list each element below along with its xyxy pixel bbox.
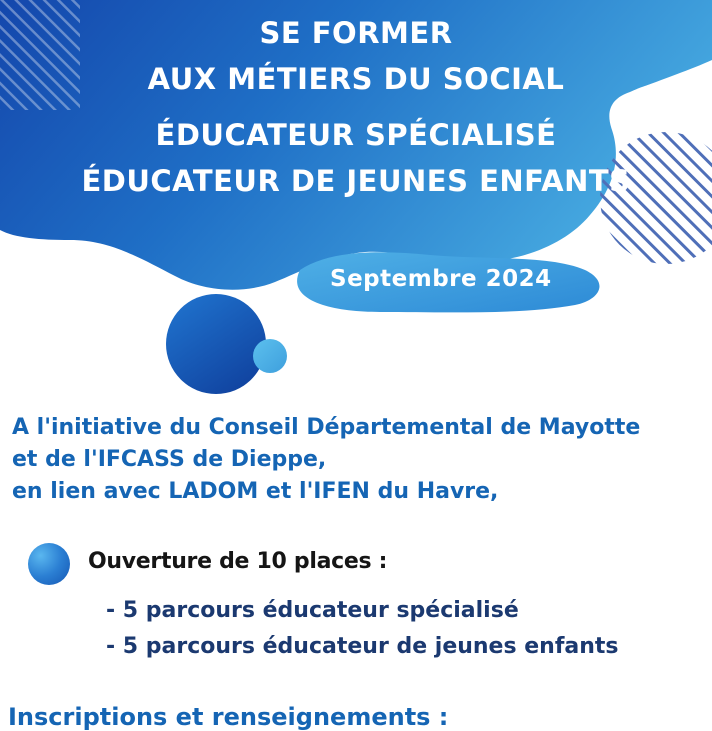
subtitle-line-2: ÉDUCATEUR DE JEUNES ENFANTS: [81, 164, 631, 198]
intro-line-3: en lien avec LADOM et l'IFEN du Havre,: [12, 479, 499, 504]
small-ball: [253, 339, 287, 373]
title-line-1: SE FORMER: [259, 16, 453, 50]
dark-ball: [166, 294, 266, 394]
date-label: Septembre 2024: [330, 266, 552, 292]
intro-line-2: et de l'IFCASS de Dieppe,: [12, 447, 327, 472]
intro-line-1: A l'initiative du Conseil Départemental de Mayotte: [12, 415, 641, 440]
places-heading: Ouverture de 10 places :: [88, 549, 388, 574]
footer-heading: Inscriptions et renseignements :: [8, 703, 449, 731]
subtitle-line-1: ÉDUCATEUR SPÉCIALISÉ: [155, 118, 557, 152]
list-item: - 5 parcours éducateur de jeunes enfants: [106, 634, 619, 659]
title-line-2: AUX MÉTIERS DU SOCIAL: [147, 62, 565, 96]
bullet-circle-icon: [28, 543, 70, 585]
list-item: - 5 parcours éducateur spécialisé: [106, 598, 519, 623]
